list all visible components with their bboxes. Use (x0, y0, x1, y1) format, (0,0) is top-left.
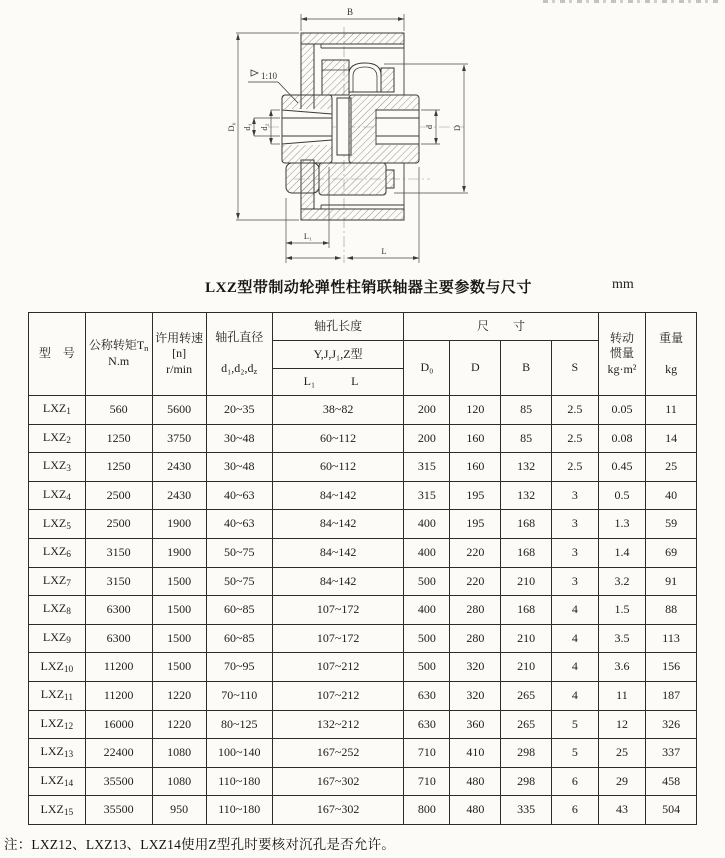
cell-B: 85 (501, 396, 552, 425)
footnote: 注：LXZ12、LXZ13、LXZ14使用Z型孔时要核对沉孔是否允许。 (4, 837, 395, 852)
cell-model: LXZ13 (29, 739, 86, 768)
cell-bore-length: 107~212 (272, 681, 404, 710)
cell-bore-length: 132~212 (272, 710, 404, 739)
cell-weight: 91 (646, 567, 697, 596)
cell-torque: 6300 (85, 624, 152, 653)
cell-inertia: 0.08 (598, 424, 645, 453)
cell-S: 4 (551, 624, 598, 653)
cell-D: 220 (450, 567, 501, 596)
cell-torque: 2500 (85, 481, 152, 510)
dim-label-d2: d₂ (259, 123, 269, 131)
cell-torque: 35500 (85, 796, 152, 825)
cell-torque: 35500 (85, 767, 152, 796)
cell-D: 160 (450, 424, 501, 453)
table-row (29, 767, 697, 796)
cell-B: 298 (501, 767, 552, 796)
unit-label: mm (612, 277, 634, 292)
dim-label-B: B (346, 7, 354, 17)
cell-D0: 500 (404, 567, 450, 596)
table-row (29, 424, 697, 453)
coupling-section-drawing (224, 0, 504, 268)
cell-model: LXZ7 (29, 567, 86, 596)
table-body (29, 396, 697, 825)
cell-weight: 40 (646, 481, 697, 510)
cell-weight: 326 (646, 710, 697, 739)
cell-D0: 630 (404, 681, 450, 710)
cell-D: 480 (450, 767, 501, 796)
header-inertia: 转动 惯量 kg·m² (598, 313, 645, 396)
cell-speed: 1080 (152, 767, 206, 796)
cell-inertia: 1.3 (598, 510, 645, 539)
cell-D0: 400 (404, 596, 450, 625)
header-model: 型 号 (29, 313, 86, 396)
cell-torque: 16000 (85, 710, 152, 739)
cell-S: 6 (551, 796, 598, 825)
cell-S: 4 (551, 596, 598, 625)
cell-speed: 1500 (152, 653, 206, 682)
taper-note-label: 1:10 (261, 71, 278, 81)
cell-D: 195 (450, 510, 501, 539)
cell-bore-length: 60~112 (272, 424, 404, 453)
cell-bore-length: 107~172 (272, 624, 404, 653)
dim-label-L1: L₁ (303, 231, 313, 241)
cell-B: 335 (501, 796, 552, 825)
cell-speed: 5600 (152, 396, 206, 425)
table-row (29, 796, 697, 825)
cell-bore-diameter: 80~125 (206, 710, 272, 739)
cell-weight: 458 (646, 767, 697, 796)
header-size-D0: D₀ (404, 341, 450, 396)
cell-B: 265 (501, 681, 552, 710)
cell-S: 2.5 (551, 453, 598, 482)
cell-D: 320 (450, 653, 501, 682)
cell-torque: 1250 (85, 453, 152, 482)
cell-D: 220 (450, 538, 501, 567)
page-title: LXZ型带制动轮弹性柱销联轴器主要参数与尺寸 (205, 280, 532, 296)
cell-D0: 500 (404, 624, 450, 653)
cell-S: 3 (551, 538, 598, 567)
cell-bore-diameter: 70~110 (206, 681, 272, 710)
cell-B: 85 (501, 424, 552, 453)
cell-model: LXZ14 (29, 767, 86, 796)
cell-bore-length: 84~142 (272, 567, 404, 596)
table-row (29, 453, 697, 482)
cell-torque: 11200 (85, 653, 152, 682)
cell-bore-length: 38~82 (272, 396, 404, 425)
cell-model: LXZ5 (29, 510, 86, 539)
cell-bore-length: 84~142 (272, 481, 404, 510)
header-size: 尺 寸 (404, 313, 598, 341)
cell-weight: 25 (646, 453, 697, 482)
cell-S: 4 (551, 681, 598, 710)
header-bore-diameter: 轴孔直径 d₁,d₂,dz (206, 313, 272, 396)
header-size-B: B (501, 341, 552, 396)
cell-inertia: 25 (598, 739, 645, 768)
cell-B: 132 (501, 481, 552, 510)
cell-torque: 22400 (85, 739, 152, 768)
cell-D0: 315 (404, 481, 450, 510)
table-row (29, 739, 697, 768)
table-row (29, 481, 697, 510)
cell-weight: 113 (646, 624, 697, 653)
cell-inertia: 3.5 (598, 624, 645, 653)
cell-B: 210 (501, 653, 552, 682)
dim-label-L: L (381, 246, 387, 256)
cell-D0: 800 (404, 796, 450, 825)
cell-D: 480 (450, 796, 501, 825)
cell-D0: 200 (404, 396, 450, 425)
cell-inertia: 11 (598, 681, 645, 710)
cell-torque: 1250 (85, 424, 152, 453)
cell-S: 3 (551, 510, 598, 539)
cell-bore-diameter: 110~180 (206, 767, 272, 796)
cell-speed: 1500 (152, 596, 206, 625)
cell-bore-diameter: 50~75 (206, 567, 272, 596)
cell-weight: 504 (646, 796, 697, 825)
cell-weight: 59 (646, 510, 697, 539)
table-row (29, 681, 697, 710)
cell-weight: 11 (646, 396, 697, 425)
table-row (29, 396, 697, 425)
cell-D0: 400 (404, 510, 450, 539)
cell-D0: 500 (404, 653, 450, 682)
cell-model: LXZ6 (29, 538, 86, 567)
cell-model: LXZ10 (29, 653, 86, 682)
cell-B: 298 (501, 739, 552, 768)
cell-B: 168 (501, 596, 552, 625)
cell-weight: 337 (646, 739, 697, 768)
cell-S: 5 (551, 710, 598, 739)
cell-bore-length: 167~302 (272, 796, 404, 825)
cell-bore-length: 107~172 (272, 596, 404, 625)
header-size-S: S (551, 341, 598, 396)
cell-inertia: 3.2 (598, 567, 645, 596)
cell-model: LXZ9 (29, 624, 86, 653)
cell-bore-diameter: 60~85 (206, 596, 272, 625)
cell-weight: 156 (646, 653, 697, 682)
cell-B: 265 (501, 710, 552, 739)
cell-model: LXZ8 (29, 596, 86, 625)
cell-D: 280 (450, 596, 501, 625)
cell-bore-diameter: 40~63 (206, 481, 272, 510)
cell-inertia: 3.6 (598, 653, 645, 682)
cell-speed: 1220 (152, 710, 206, 739)
cell-torque: 560 (85, 396, 152, 425)
header-bore-length-L: L₁ L (272, 369, 404, 396)
cell-S: 6 (551, 767, 598, 796)
cell-inertia: 29 (598, 767, 645, 796)
cell-speed: 3750 (152, 424, 206, 453)
cell-inertia: 1.5 (598, 596, 645, 625)
cell-weight: 14 (646, 424, 697, 453)
cell-speed: 1080 (152, 739, 206, 768)
cell-S: 4 (551, 653, 598, 682)
cell-speed: 2430 (152, 481, 206, 510)
cell-speed: 1500 (152, 624, 206, 653)
cell-D: 280 (450, 624, 501, 653)
cell-weight: 69 (646, 538, 697, 567)
table-row (29, 596, 697, 625)
cell-speed: 1500 (152, 567, 206, 596)
cell-weight: 187 (646, 681, 697, 710)
cell-S: 3 (551, 481, 598, 510)
dim-label-D0: D₀ (226, 122, 236, 132)
cell-bore-diameter: 40~63 (206, 510, 272, 539)
pin-head-area (322, 60, 394, 95)
cell-weight: 88 (646, 596, 697, 625)
cell-torque: 3150 (85, 538, 152, 567)
cell-inertia: 43 (598, 796, 645, 825)
cell-S: 2.5 (551, 396, 598, 425)
cell-D: 160 (450, 453, 501, 482)
header-row-1 (29, 313, 697, 341)
cell-inertia: 12 (598, 710, 645, 739)
cell-bore-diameter: 60~85 (206, 624, 272, 653)
cell-B: 132 (501, 453, 552, 482)
cell-bore-diameter: 50~75 (206, 538, 272, 567)
cell-speed: 950 (152, 796, 206, 825)
cell-bore-length: 60~112 (272, 453, 404, 482)
table-row (29, 653, 697, 682)
header-torque: 公称转矩Tn N.m (85, 313, 152, 396)
cell-S: 2.5 (551, 424, 598, 453)
cell-bore-diameter: 100~140 (206, 739, 272, 768)
clipped-previous-text (543, 0, 721, 3)
dim-label-D: D (452, 124, 462, 132)
cell-D: 195 (450, 481, 501, 510)
cell-model: LXZ11 (29, 681, 86, 710)
cell-B: 210 (501, 624, 552, 653)
cell-bore-diameter: 20~35 (206, 396, 272, 425)
cell-S: 3 (551, 567, 598, 596)
cell-D: 410 (450, 739, 501, 768)
cell-B: 168 (501, 510, 552, 539)
cell-D0: 710 (404, 739, 450, 768)
cell-inertia: 0.5 (598, 481, 645, 510)
cell-bore-length: 84~142 (272, 510, 404, 539)
table-row (29, 538, 697, 567)
cell-bore-diameter: 70~95 (206, 653, 272, 682)
cell-D0: 315 (404, 453, 450, 482)
cell-torque: 6300 (85, 596, 152, 625)
cell-D: 360 (450, 710, 501, 739)
cell-bore-length: 107~212 (272, 653, 404, 682)
cell-S: 5 (551, 739, 598, 768)
cell-bore-diameter: 110~180 (206, 796, 272, 825)
cell-bore-length: 167~302 (272, 767, 404, 796)
parameters-table (28, 312, 697, 825)
table-row (29, 567, 697, 596)
cell-D0: 400 (404, 538, 450, 567)
header-speed: 许用转速 [n] r/min (152, 313, 206, 396)
cell-D: 320 (450, 681, 501, 710)
header-bore-length: 轴孔长度 (272, 313, 404, 341)
table-header (29, 313, 697, 396)
header-weight: 重量 kg (646, 313, 697, 396)
cell-D: 120 (450, 396, 501, 425)
cell-torque: 11200 (85, 681, 152, 710)
cell-bore-diameter: 30~48 (206, 453, 272, 482)
cell-model: LXZ2 (29, 424, 86, 453)
cell-model: LXZ3 (29, 453, 86, 482)
cell-model: LXZ1 (29, 396, 86, 425)
cell-bore-length: 167~252 (272, 739, 404, 768)
cell-inertia: 1.4 (598, 538, 645, 567)
cell-D0: 630 (404, 710, 450, 739)
header-size-D: D (450, 341, 501, 396)
dim-label-d: d (424, 124, 434, 130)
cell-speed: 2430 (152, 453, 206, 482)
cell-torque: 3150 (85, 567, 152, 596)
cell-inertia: 0.05 (598, 396, 645, 425)
cell-model: LXZ12 (29, 710, 86, 739)
dim-label-d1: d₁ (242, 123, 252, 131)
cell-B: 210 (501, 567, 552, 596)
cell-model: LXZ15 (29, 796, 86, 825)
cell-model: LXZ4 (29, 481, 86, 510)
cell-bore-length: 84~142 (272, 538, 404, 567)
title-row (0, 276, 725, 298)
header-bore-length-types: Y,J,J₁,Z型 (272, 341, 404, 369)
table-row (29, 710, 697, 739)
cell-torque: 2500 (85, 510, 152, 539)
cell-speed: 1900 (152, 510, 206, 539)
table-row (29, 510, 697, 539)
cell-D0: 200 (404, 424, 450, 453)
table-row (29, 624, 697, 653)
cell-bore-diameter: 30~48 (206, 424, 272, 453)
cell-speed: 1900 (152, 538, 206, 567)
cell-B: 168 (501, 538, 552, 567)
cell-D0: 710 (404, 767, 450, 796)
cell-speed: 1220 (152, 681, 206, 710)
cell-inertia: 0.45 (598, 453, 645, 482)
